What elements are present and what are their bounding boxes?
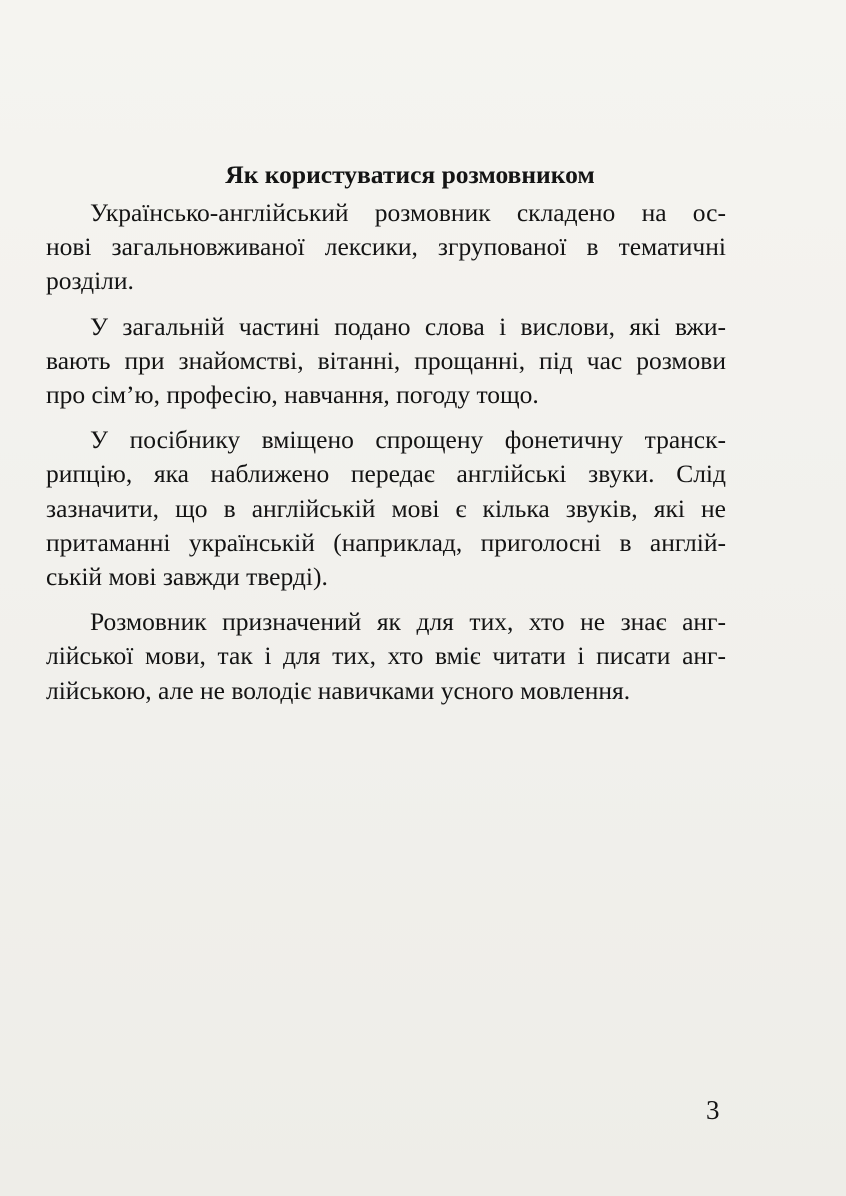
text-line: лійської мови, так і для тих, хто вміє читати і писати анг- [46,641,726,671]
paragraph-3 [46,423,726,594]
text-line: Українсько-англійський розмовник складено на ос- [90,198,726,227]
text-line: лійською, але не володіє навичками усного мовлення. [46,675,631,705]
paragraph-2 [46,310,726,413]
text-line: про сім’ю, професію, навчання, погоду тощо. [46,380,539,410]
text-line: У посібнику вміщено спрощену фонетичну транск- [90,425,726,455]
text-line: Розмовник призначений як для тих, хто не знає анг- [90,607,726,637]
text-line: вають при знайомстві, вітанні, прощанні, під час розмови [46,345,726,375]
text-line: ській мові завжди тверді). [46,562,328,592]
text-line: притаманні українській (наприклад, приголосні в англій- [46,527,726,557]
text-line: У загальній частині подано слова і вислови, які вжи- [90,311,726,341]
paragraph-1 [46,196,726,299]
page-number: 3 [706,1095,720,1125]
text-line: нові загальновживаної лексики, згрупованої в тематичні [46,232,726,262]
text-line: зазначити, що в англійській мові є кілька звуків, які не [46,493,726,523]
paragraph-4 [46,605,726,708]
body-text [46,196,726,719]
section-heading: Як користуватися розмовником [225,160,595,189]
text-line: розділи. [46,266,134,296]
text-line: рипцію, яка наближено передає англійські звуки. Слід [46,459,726,489]
